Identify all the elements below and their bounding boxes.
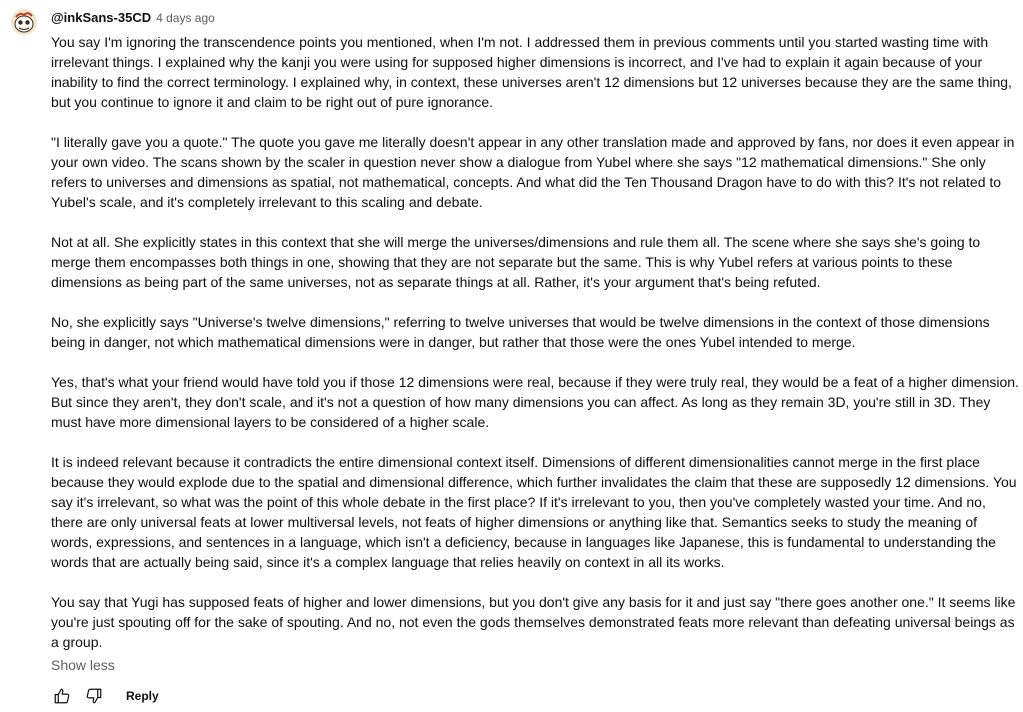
comment-timestamp[interactable]: 4 days ago [156, 11, 215, 25]
reply-button[interactable]: Reply [126, 689, 159, 703]
show-less-button[interactable]: Show less [51, 657, 115, 673]
comment-paragraph: Yes, that's what your friend would have told you if those 12 dimensions were real, because if they were truly real, they would be a feat of a higher dimension. But since they aren't, they don't scale, and it's not a question of how many dimensions you can affect. As long as they remain 3D, you're still in 3D. They must have more dimensional layers to be considered of a higher scale. [51, 374, 1019, 430]
comment-paragraph: "I literally gave you a quote." The quote you gave me literally doesn't appear in any other translation made and approved by fans, nor does it even appear in your own video. The scans shown by the scaler in question never show a dialogue from Yubel where she says "12 mathematical dimensions." She only refers to universes and dimensions as spatial, not mathematical, concepts. And what did the Ten Thousand Dragon have to do with this? It's not related to Yubel's scale, and it's completely irrelevant to this scaling and debate. [51, 134, 1015, 210]
comment-paragraph: Not at all. She explicitly states in this context that she will merge the universes/dimensions and rule them all. The scene where she says she's going to merge them encompasses both things in one, showing that they are not separate but the same. This is why Yubel refers at various points to these dimensions as being part of the same universes, not as separate things at all. Rather, it's your argument that's being refuted. [51, 234, 981, 290]
thumbs-up-icon [53, 687, 71, 705]
thumbs-down-icon [85, 687, 103, 705]
dislike-button[interactable] [82, 684, 106, 708]
comment-header [51, 10, 215, 28]
like-button[interactable] [50, 684, 74, 708]
comment-actions [50, 684, 159, 708]
avatar-icon [11, 9, 37, 35]
comment-paragraph: You say that Yugi has supposed feats of higher and lower dimensions, but you don't give any basis for it and just say "there goes another one." It seems like you're just spouting off for the sake of spouting. And no, not even the gods themselves demonstrated feats more relevant than defeating universal beings as a group. [51, 594, 1016, 650]
comment-paragraph: No, she explicitly says "Universe's twelve dimensions," referring to twelve universes that would be twelve dimensions in the context of those dimensions being in danger, not which mathematical dimensions were in danger, but rather that those were the ones Yubel intended to merge. [51, 314, 990, 350]
avatar[interactable] [11, 9, 37, 35]
comment-body [51, 32, 1021, 652]
author-handle[interactable]: @inkSans-35CD [51, 10, 152, 25]
comment-paragraph: It is indeed relevant because it contradicts the entire dimensional context itself. Dimensions of different dimensionalities cannot merge in the first place because they would explode due to the spatial and dimensional difference, which further invalidates the claim that these are supposedly 12 dimensions. You say it's irrelevant, so what was the point of this whole debate in the first place? If it's irrelevant to you, then you've completely wasted your time. And no, there are only universal feats at lower multiversal levels, not feats of higher dimensions or anything like that. Semantics seeks to study the meaning of words, expressions, and sentences in a language, which isn't a deficiency, because in languages like Japanese, this is fundamental to understanding the words that are actually being said, since it's a complex language that relies heavily on context in all its works. [51, 454, 1017, 570]
comment-paragraph: You say I'm ignoring the transcendence points you mentioned, when I'm not. I addressed them in previous comments until you started wasting time with irrelevant things. I explained why the kanji you were using for supposed higher dimensions is incorrect, and I've had to explain it again because of your inability to find the correct terminology. I explained why, in context, these universes aren't 12 dimensions but 12 universes because they are the same thing, but you continue to ignore it and claim to be right out of pure ignorance. [51, 34, 1012, 110]
